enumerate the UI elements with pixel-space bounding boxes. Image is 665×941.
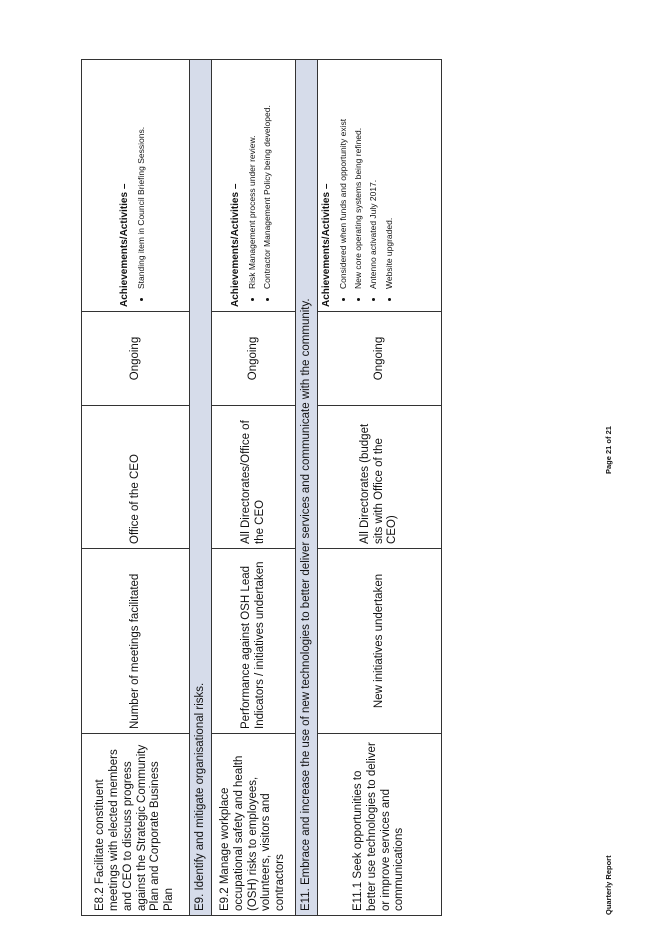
timeframe-cell: Ongoing — [82, 312, 190, 406]
achievements-title: Achievements/Activities – — [229, 183, 241, 307]
section-heading-e9: E9. Identify and mitigate organisational risks. — [190, 60, 212, 916]
measure-cell: New initiatives undertaken — [318, 549, 442, 734]
list-item: • Website upgraded. — [384, 64, 394, 289]
list-item: • Antenno activated July 2017. — [368, 64, 378, 289]
achievements-list — [338, 64, 394, 307]
achievements-title: Achievements/Activities – — [119, 183, 131, 307]
footer-report-title: Quarterly Report — [604, 855, 613, 915]
measure-cell: Performance against OSH Lead Indicators / initiatives undertaken — [212, 549, 296, 734]
section-row — [190, 60, 212, 916]
responsibility-cell: Office of the CEO — [82, 406, 190, 549]
strategy-table — [81, 59, 442, 916]
table-row — [318, 60, 442, 916]
goal-cell: E9.2 Manage workplace occupational safety and health (OSH) risks to employees, volunteers, visitors and contractors — [212, 734, 296, 916]
achievements-cell — [318, 60, 442, 312]
goal-cell: E11.1 Seek opportunities to better use technologies to deliver or improve services and communications — [318, 734, 442, 916]
table-row — [212, 60, 296, 916]
achievements-list — [136, 64, 146, 307]
achievements-cell — [212, 60, 296, 312]
timeframe-cell: Ongoing — [212, 312, 296, 406]
table-row — [82, 60, 190, 916]
list-item: • Contractor Management Policy being developed. — [262, 64, 272, 289]
section-heading-e11: E11. Embrace and increase the use of new technologies to better deliver services and communicate with the community. — [296, 60, 318, 916]
responsibility-cell: All Directorates (budget sits with Office of the CEO) — [318, 406, 442, 549]
list-item: • New core operating systems being refined. — [353, 64, 363, 289]
responsibility-cell: All Directorates/Office of the CEO — [212, 406, 296, 549]
achievements-list — [247, 64, 272, 307]
section-row — [296, 60, 318, 916]
timeframe-cell: Ongoing — [318, 312, 442, 406]
achievements-title: Achievements/Activities – — [321, 183, 332, 307]
goal-cell: E8.2 Facilitate constituent meetings with elected members and CEO to discuss progress against the Strategic Community Plan and Corporate Business Plan — [82, 734, 190, 916]
measure-cell: Number of meetings facilitated — [82, 549, 190, 734]
footer-page-number: Page 21 of 21 — [604, 426, 613, 474]
achievements-cell — [82, 60, 190, 312]
list-item: • Considered when funds and opportunity exist — [338, 64, 348, 289]
list-item: • Risk Management process under review. — [247, 64, 257, 289]
list-item: • Standing item in Council Briefing Sessions. — [136, 64, 146, 289]
